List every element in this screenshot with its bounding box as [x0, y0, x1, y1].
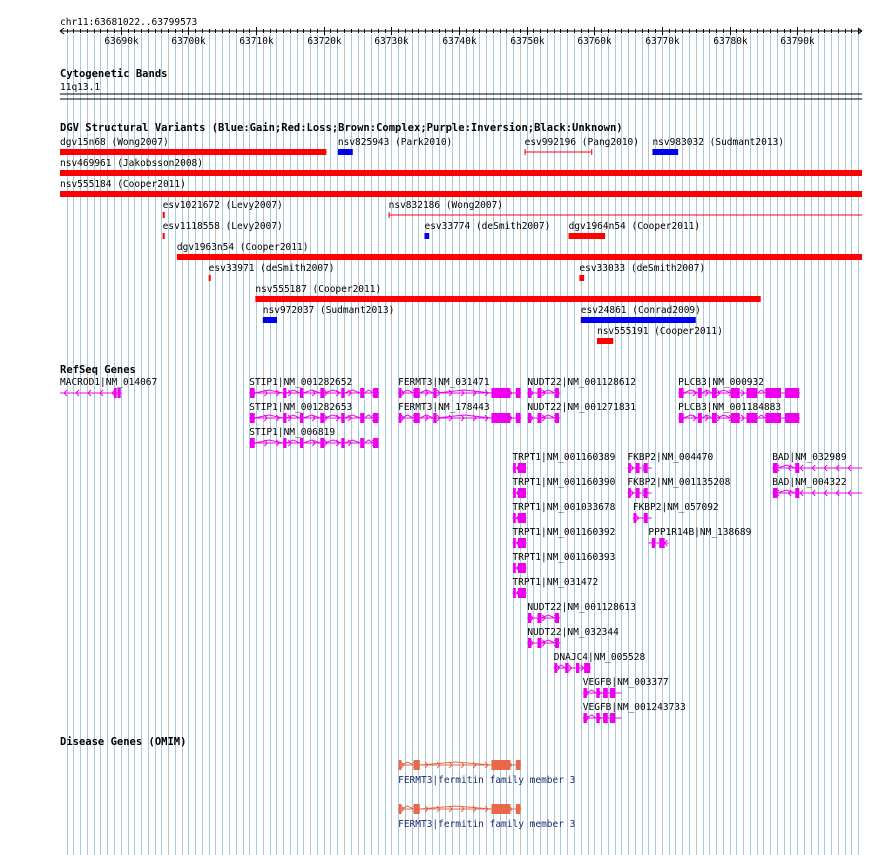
- refseq-gene[interactable]: [60, 377, 157, 398]
- ruler: [60, 17, 862, 47]
- gene-exon: [117, 388, 120, 398]
- refseq-gene-label: NUDT22|NM_001271831: [527, 402, 636, 413]
- gene-exon: [698, 413, 702, 423]
- dgv-variant-bar: [263, 317, 277, 323]
- gene-exon: [628, 488, 631, 498]
- dgv-variant-label: esv1118558 (Levy2007): [162, 221, 283, 232]
- gene-exon: [491, 388, 510, 398]
- gene-exon: [516, 760, 521, 770]
- gene-exon: [433, 388, 436, 398]
- ruler-tick-label: 63720k: [307, 36, 342, 47]
- gene-exon: [513, 563, 516, 573]
- dgv-variant[interactable]: [177, 242, 862, 260]
- gene-exon: [634, 513, 637, 523]
- refseq-gene-label: FERMT3|NM_031471: [398, 377, 490, 388]
- dgv-variant[interactable]: [60, 179, 862, 197]
- gene-exon: [513, 463, 516, 473]
- refseq-gene[interactable]: [554, 652, 646, 673]
- refseq-gene[interactable]: [627, 452, 713, 473]
- gene-exon: [320, 438, 324, 448]
- dgv-variant[interactable]: [209, 263, 335, 281]
- refseq-gene-label: VEGFB|NM_003377: [582, 677, 669, 688]
- refseq-gene[interactable]: [249, 402, 379, 423]
- gene-exon: [679, 413, 684, 423]
- gene-exon: [576, 663, 579, 673]
- track-title-cytogenetic: Cytogenetic Bands: [60, 68, 168, 80]
- dgv-variant-bar: [338, 149, 353, 155]
- ruler-tick-label: 63740k: [442, 36, 477, 47]
- refseq-gene-label: STIP1|NM_006819: [249, 427, 336, 438]
- cytogenetic-track[interactable]: [60, 68, 862, 99]
- gene-exon: [283, 388, 286, 398]
- ruler-tick-label: 63760k: [577, 36, 612, 47]
- gene-exon: [596, 713, 599, 723]
- gene-exon: [537, 413, 541, 423]
- gene-exon: [399, 804, 402, 814]
- gene-exon: [399, 760, 402, 770]
- refseq-gene[interactable]: [772, 452, 862, 473]
- dgv-variant-bar: [424, 233, 429, 239]
- refseq-gene-label: FKBP2|NM_004470: [627, 452, 714, 463]
- refseq-gene-label: PLCB3|NM_000932: [678, 377, 764, 388]
- gene-exon: [250, 438, 255, 448]
- dgv-variant-label: esv33971 (deSmith2007): [208, 263, 335, 274]
- gene-exon: [528, 638, 531, 648]
- gene-exon: [712, 388, 717, 398]
- gene-exon: [636, 463, 640, 473]
- dgv-variant-bar: [163, 233, 165, 239]
- gene-exon: [584, 663, 590, 673]
- dgv-variant-label: dgv15n68 (Wong2007): [60, 137, 169, 148]
- ruler-tick-label: 63780k: [713, 36, 748, 47]
- gene-exon: [518, 513, 526, 523]
- dgv-variant[interactable]: [581, 305, 701, 323]
- dgv-variant-label: nsv555187 (Cooper2011): [255, 284, 382, 295]
- gene-exon: [283, 438, 286, 448]
- gene-exon: [537, 638, 541, 648]
- gene-exon: [712, 413, 717, 423]
- refseq-gene-label: DNAJC4|NM_005528: [553, 652, 646, 663]
- dgv-variant-bar: [60, 191, 862, 197]
- gene-exon: [320, 413, 324, 423]
- gene-exon: [516, 413, 521, 423]
- gene-exon: [399, 388, 402, 398]
- refseq-gene-label: TRPT1|NM_001160393: [512, 552, 616, 563]
- dgv-variant-bar: [60, 170, 862, 176]
- gene-exon: [491, 413, 510, 423]
- gene-exon: [433, 413, 436, 423]
- track-title-refseq: RefSeq Genes: [60, 364, 136, 376]
- position-label: chr11:63681022..63799573: [60, 17, 198, 28]
- gene-exon: [583, 713, 586, 723]
- dgv-variant-label: esv24861 (Conrad2009): [580, 305, 701, 316]
- dgv-variant-label: esv33774 (deSmith2007): [424, 221, 551, 232]
- gene-exon: [603, 713, 608, 723]
- gene-exon: [565, 663, 568, 673]
- gene-exon: [518, 463, 526, 473]
- gene-exon: [528, 613, 531, 623]
- ruler-tick-label: 63730k: [374, 36, 409, 47]
- dgv-variant-bar: [597, 338, 613, 344]
- gene-exon: [596, 688, 599, 698]
- dgv-variant[interactable]: [338, 137, 452, 155]
- gene-exon: [250, 388, 255, 398]
- dgv-variant-bar: [177, 254, 862, 260]
- dgv-variant[interactable]: [255, 284, 760, 302]
- gene-exon: [636, 488, 640, 498]
- gene-exon: [518, 588, 526, 598]
- refseq-gene-label: NUDT22|NM_032344: [527, 627, 619, 638]
- refseq-gene-label: FERMT3|NM_178443: [398, 402, 490, 413]
- gene-exon: [516, 388, 521, 398]
- refseq-gene[interactable]: [512, 577, 598, 598]
- gene-exon: [528, 388, 531, 398]
- gene-exon: [583, 688, 586, 698]
- ruler-tick-label: 63750k: [510, 36, 545, 47]
- dgv-variant-label: dgv1963n54 (Cooper2011): [176, 242, 309, 253]
- refseq-gene[interactable]: [249, 427, 379, 448]
- dgv-variant[interactable]: [60, 158, 862, 176]
- gene-exon: [341, 388, 344, 398]
- gene-exon: [513, 513, 516, 523]
- gene-exon: [341, 438, 344, 448]
- dgv-variant-label: esv1021672 (Levy2007): [162, 200, 283, 211]
- refseq-gene-label: TRPT1|NM_001033678: [512, 502, 616, 513]
- refseq-gene[interactable]: [772, 477, 862, 498]
- gene-exon: [554, 663, 557, 673]
- gene-exon: [518, 563, 526, 573]
- omim-gene-label: FERMT3|fermitin family member 3: [398, 819, 576, 830]
- gene-exon: [537, 388, 541, 398]
- gene-exon: [603, 688, 608, 698]
- dgv-variant-label: nsv825943 (Park2010): [337, 137, 453, 148]
- dgv-variant-label: nsv983032 (Sudmant2013): [652, 137, 785, 148]
- dgv-features: [60, 137, 862, 344]
- dgv-variant-bar: [652, 149, 678, 155]
- refseq-gene[interactable]: [583, 702, 686, 723]
- dgv-variant-bar: [581, 317, 696, 323]
- gene-exon: [114, 388, 117, 398]
- gene-exon: [513, 588, 516, 598]
- ruler-tick-label: 63770k: [645, 36, 680, 47]
- dgv-variant-bar: [579, 275, 584, 281]
- refseq-gene-label: TRPT1|NM_001160390: [512, 477, 616, 488]
- gene-exon: [513, 538, 516, 548]
- dgv-variant-bar: [60, 149, 326, 155]
- refseq-gene-label: NUDT22|NM_001128613: [527, 602, 636, 613]
- gene-exon: [537, 613, 541, 623]
- gene-exon: [518, 488, 526, 498]
- dgv-variant-label: nsv469961 (Jakobsson2008): [60, 158, 203, 169]
- refseq-gene-label: BAD|NM_004322: [772, 477, 847, 488]
- dgv-variant-label: nsv555191 (Cooper2011): [596, 326, 723, 337]
- dgv-variant[interactable]: [60, 137, 326, 155]
- cytoband-label: 11q13.1: [60, 82, 101, 93]
- dgv-variant[interactable]: [569, 221, 701, 239]
- gene-exon: [518, 538, 526, 548]
- gene-exon: [528, 413, 531, 423]
- gene-exon: [795, 488, 799, 498]
- gene-exon: [795, 463, 799, 473]
- gene-exon: [320, 388, 324, 398]
- refseq-gene-label: PPP1R14B|NM_138689: [648, 527, 752, 538]
- dgv-variant-label: nsv972037 (Sudmant2013): [262, 305, 395, 316]
- refseq-gene-label: STIP1|NM_001282652: [249, 377, 353, 388]
- gene-exon: [698, 388, 702, 398]
- track-title-dgv: DGV Structural Variants (Blue:Gain;Red:Loss;Brown:Complex;Purple:Inversion;Black:Unknown): [60, 122, 623, 134]
- dgv-variant-label: esv992196 (Pang2010): [524, 137, 639, 148]
- dgv-track[interactable]: [60, 122, 862, 344]
- refseq-gene-label: BAD|NM_032989: [772, 452, 847, 463]
- gene-exon: [491, 760, 510, 770]
- refseq-gene-label: STIP1|NM_001282653: [249, 402, 353, 413]
- track-title-omim: Disease Genes (OMIM): [60, 736, 187, 748]
- refseq-gene-label: TRPT1|NM_031472: [512, 577, 599, 588]
- dgv-variant-bar: [209, 275, 211, 281]
- dgv-variant-label: esv33033 (deSmith2007): [579, 263, 706, 274]
- gene-exon: [491, 804, 510, 814]
- refseq-gene-label: TRPT1|NM_001160389: [512, 452, 616, 463]
- refseq-features: [60, 377, 862, 723]
- dgv-variant-bar: [569, 233, 606, 239]
- refseq-gene-label: FKBP2|NM_057092: [632, 502, 719, 513]
- refseq-gene[interactable]: [627, 477, 730, 498]
- gene-exon: [628, 463, 631, 473]
- refseq-gene[interactable]: [249, 377, 379, 398]
- refseq-gene-label: FKBP2|NM_001135208: [627, 477, 731, 488]
- gene-exon: [250, 413, 255, 423]
- refseq-gene-label: MACROD1|NM_014067: [60, 377, 158, 388]
- ruler-tick-label: 63690k: [104, 36, 139, 47]
- ruler-ticks: [60, 27, 862, 47]
- dgv-variant[interactable]: [263, 305, 395, 323]
- refseq-gene-label: NUDT22|NM_001128612: [527, 377, 636, 388]
- dgv-variant[interactable]: [652, 137, 784, 155]
- dgv-variant-label: nsv555184 (Cooper2011): [60, 179, 186, 190]
- refseq-track[interactable]: [60, 364, 862, 723]
- refseq-gene-label: VEGFB|NM_001243733: [582, 702, 686, 713]
- gene-exon: [644, 513, 648, 523]
- dgv-variant-label: dgv1964n54 (Cooper2011): [568, 221, 701, 232]
- dgv-variant-label: nsv832186 (Wong2007): [388, 200, 504, 211]
- dgv-variant-bar: [163, 212, 165, 218]
- ruler-tick-label: 63710k: [239, 36, 274, 47]
- dgv-variant-bar: [255, 296, 760, 302]
- gene-exon: [679, 388, 684, 398]
- gene-exon: [283, 413, 286, 423]
- refseq-gene[interactable]: [527, 627, 619, 648]
- gene-exon: [516, 804, 521, 814]
- ruler-tick-label: 63700k: [171, 36, 206, 47]
- gene-exon: [341, 413, 344, 423]
- ruler-tick-label: 63790k: [780, 36, 815, 47]
- refseq-gene-label: TRPT1|NM_001160392: [512, 527, 616, 538]
- gene-exon: [513, 488, 516, 498]
- refseq-gene-label: PLCB3|NM_001184883: [678, 402, 782, 413]
- omim-gene-label: FERMT3|fermitin family member 3: [398, 775, 576, 786]
- dgv-variant[interactable]: [424, 221, 550, 239]
- gene-exon: [399, 413, 402, 423]
